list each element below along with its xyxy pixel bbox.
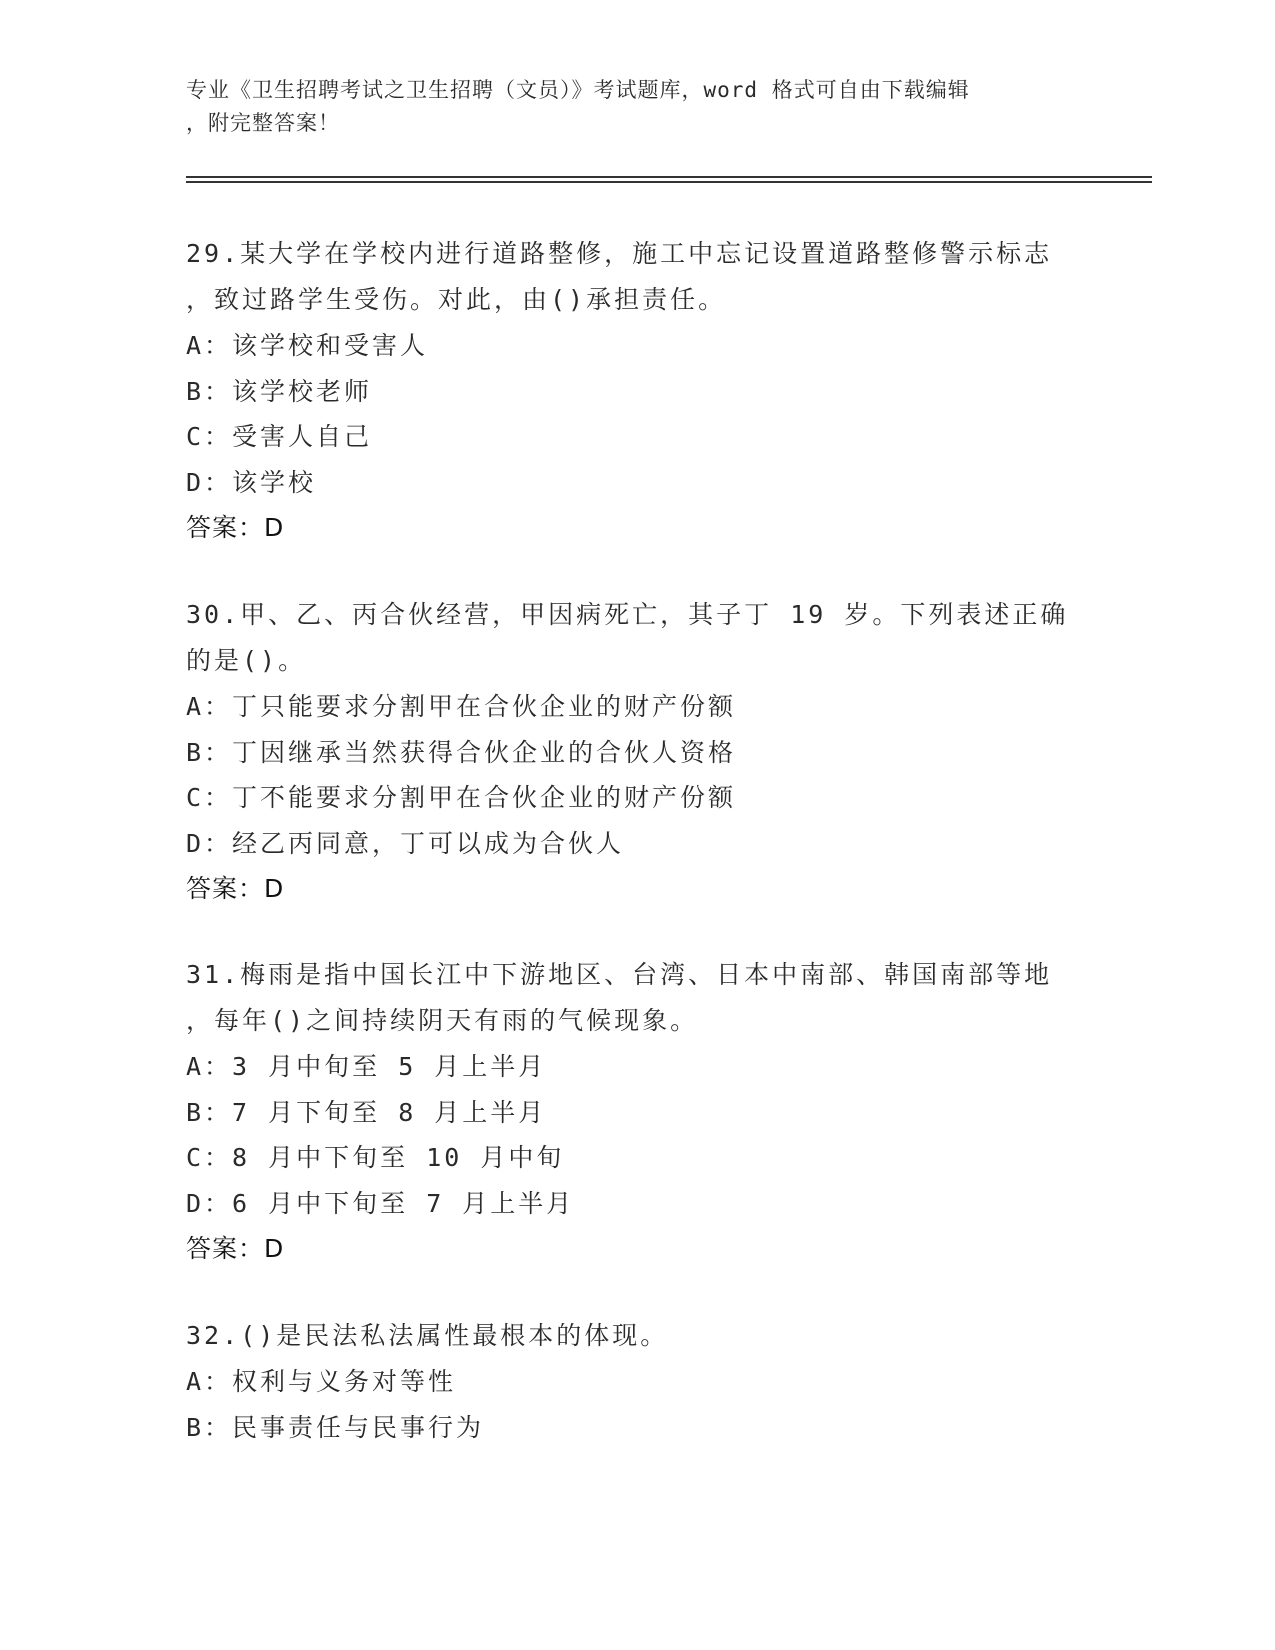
option-b: B：丁因继承当然获得合伙企业的合伙人资格 (186, 737, 737, 767)
option-b: B：7 月下旬至 8 月上半月 (186, 1097, 547, 1127)
option-d: D：经乙丙同意，丁可以成为合伙人 (186, 828, 625, 858)
header-divider-top (186, 176, 1152, 178)
option-d: D：6 月中下旬至 7 月上半月 (186, 1188, 575, 1218)
question-30 (186, 592, 1086, 912)
option-c: C：受害人自己 (186, 422, 373, 451)
option-a: A：丁只能要求分割甲在合伙企业的财产份额 (186, 692, 737, 721)
option-a: A：3 月中旬至 5 月上半月 (186, 1052, 547, 1081)
question-text-line: ，每年()之间持续阴天有雨的气候现象。 (186, 1006, 699, 1035)
option-d: D：该学校 (186, 467, 317, 497)
option-b: B：该学校老师 (186, 376, 373, 406)
question-text-line: ，致过路学生受伤。对此，由()承担责任。 (186, 285, 727, 314)
option-c: C：8 月中下旬至 10 月中旬 (186, 1143, 565, 1172)
option-b: B：民事责任与民事行为 (186, 1412, 485, 1442)
question-32 (186, 1313, 1086, 1450)
answer-label: 答案：D (186, 513, 285, 542)
header-line-2: ，附完整答案！ (186, 111, 340, 135)
answer-label: 答案：D (186, 874, 285, 903)
question-text-line: 30.甲、乙、丙合伙经营，甲因病死亡，其子丁 19 岁。下列表述正确 (186, 600, 1069, 629)
option-a: A：权利与义务对等性 (186, 1367, 457, 1396)
header-line-1: 专业《卫生招聘考试之卫生招聘（文员）》考试题库，word 格式可自由下载编辑 (186, 78, 970, 102)
question-text-line: 的是()。 (186, 646, 307, 675)
question-text-line: 32.()是民法私法属性最根本的体现。 (186, 1321, 669, 1350)
question-text-line: 29.某大学在学校内进行道路整修，施工中忘记设置道路整修警示标志 (186, 239, 1053, 268)
header-divider-bottom (186, 181, 1152, 183)
answer-label: 答案：D (186, 1234, 285, 1263)
option-c: C：丁不能要求分割甲在合伙企业的财产份额 (186, 783, 737, 812)
question-29 (186, 231, 1086, 551)
question-31 (186, 952, 1086, 1272)
question-text-line: 31.梅雨是指中国长江中下游地区、台湾、日本中南部、韩国南部等地 (186, 960, 1053, 989)
option-a: A：该学校和受害人 (186, 331, 429, 360)
document-header (186, 74, 1066, 140)
